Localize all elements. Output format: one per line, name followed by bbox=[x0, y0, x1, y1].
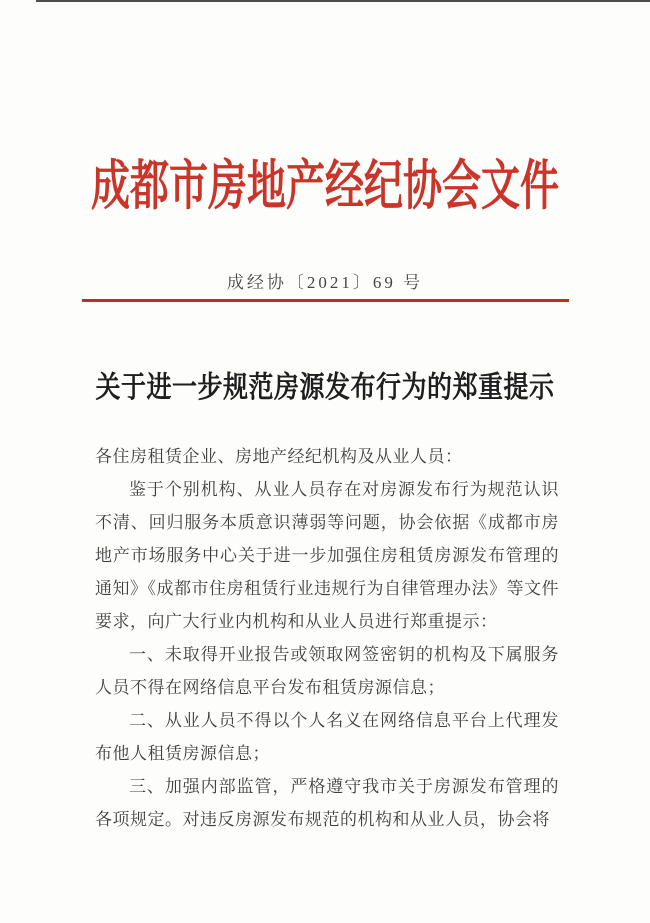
letterhead-divider bbox=[82, 299, 569, 302]
document-body bbox=[95, 440, 559, 836]
body-paragraph: 三、加强内部监管，严格遵守我市关于房源发布管理的各项规定。对违反房源发布规范的机构和从业人员，协会将 bbox=[95, 777, 559, 829]
body-paragraph: 二、从业人员不得以个人名义在网络信息平台上代理发布他人租赁房源信息； bbox=[95, 711, 559, 763]
salutation: 各住房租赁企业、房地产经纪机构及从业人员： bbox=[95, 447, 463, 466]
document-title: 关于进一步规范房源发布行为的郑重提示 bbox=[95, 372, 555, 404]
scan-edge-artifact bbox=[36, 0, 650, 2]
document-number: 成经协〔2021〕69 号 bbox=[226, 273, 424, 292]
body-paragraph: 一、未取得开业报告或领取网签密钥的机构及下属服务人员不得在网络信息平台发布租赁房源信息； bbox=[95, 645, 559, 697]
letterhead-title: 成都市房地产经纪协会文件 bbox=[90, 157, 559, 217]
body-paragraph: 鉴于个别机构、从业人员存在对房源发布行为规范认识不清、回归服务本质意识薄弱等问题，协会依据《成都市房地产市场服务中心关于进一步加强住房租赁房源发布管理的通知》《成都市住房租赁行业违规行为自律管理办法》等文件要求，向广大行业内机构和从业人员进行郑重提示： bbox=[95, 480, 559, 631]
